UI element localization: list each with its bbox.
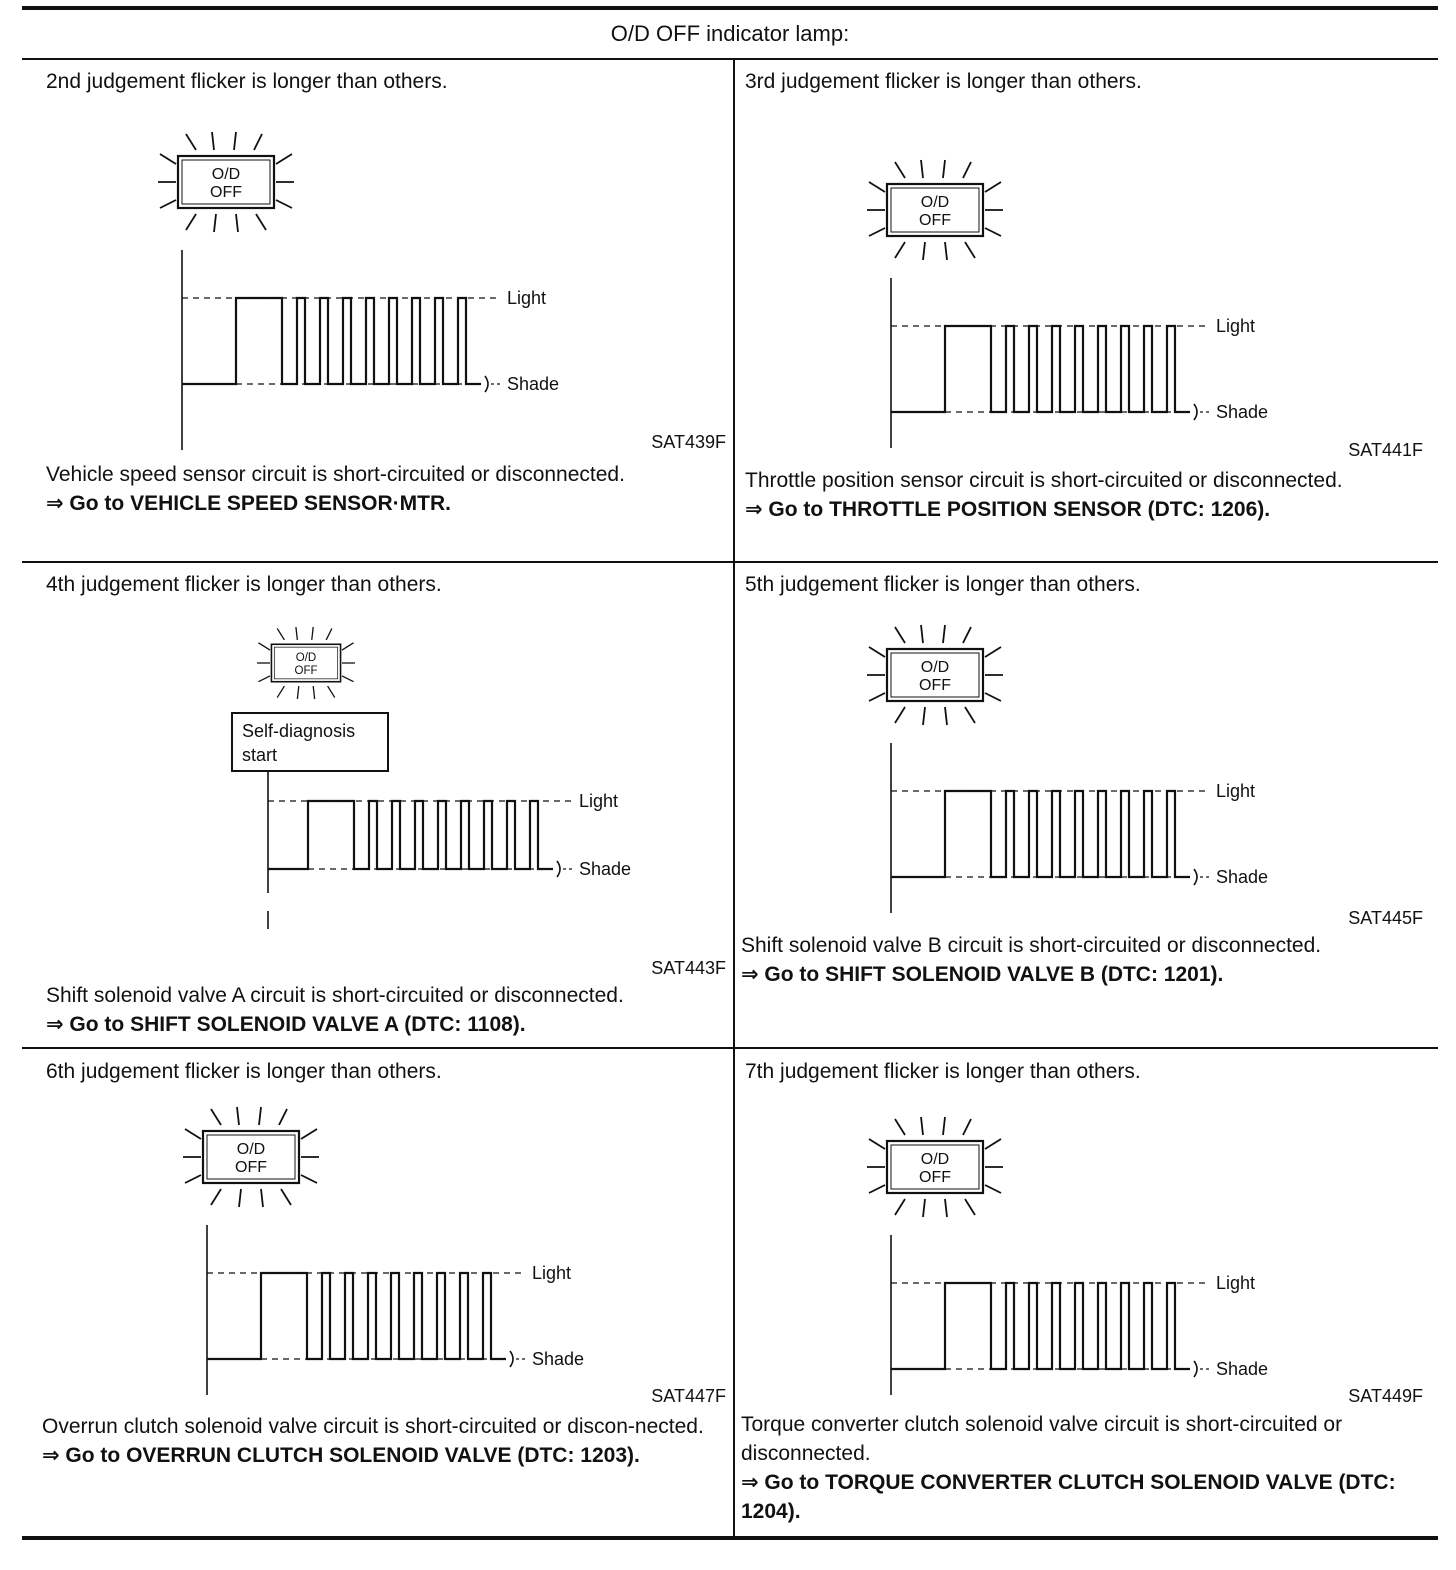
- lamp-ray: [279, 1109, 287, 1125]
- lamp-ray: [281, 1189, 291, 1205]
- cell-description: [745, 466, 1435, 524]
- figure-code: SAT447F: [651, 1386, 726, 1406]
- lamp-ray: [186, 134, 196, 150]
- lamp-ray: [869, 1139, 885, 1149]
- lamp-ray: [943, 160, 945, 178]
- table-header: [22, 12, 1438, 56]
- lamp-ray: [985, 182, 1001, 192]
- flicker-diagram-svg: [865, 623, 1385, 923]
- header-rule: [22, 58, 1438, 60]
- flicker-waveform: [891, 1283, 1190, 1369]
- shade-brace: [1194, 404, 1197, 420]
- top-rule: [22, 6, 1438, 10]
- od-off-lamp-icon: [183, 1107, 319, 1207]
- shade-label: Shade: [1216, 1359, 1269, 1379]
- diagnosis-cell-7th: [741, 1060, 1425, 1532]
- flicker-diagram-svg: [865, 1115, 1385, 1405]
- goto-link-text: ⇒ Go to THROTTLE POSITION SENSOR (DTC: 1206).: [745, 498, 1271, 521]
- goto-link-text: ⇒ Go to SHIFT SOLENOID VALVE B (DTC: 1201).: [741, 963, 1224, 986]
- cell-heading: 3rd judgement flicker is longer than others.: [745, 70, 1142, 93]
- lamp-ray: [301, 1129, 317, 1139]
- lamp-ray: [869, 228, 885, 236]
- lamp-ray: [186, 214, 196, 230]
- light-label: Light: [579, 791, 619, 811]
- lamp-ray: [259, 1107, 261, 1125]
- lamp-ray: [239, 1189, 241, 1207]
- goto-link-text: ⇒ Go to VEHICLE SPEED SENSOR·MTR.: [46, 492, 451, 515]
- row2-rule: [22, 1047, 1438, 1049]
- shade-brace: [1194, 1361, 1197, 1377]
- flicker-waveform: [182, 298, 481, 384]
- lamp-ray: [963, 162, 971, 178]
- lamp-label-line2: OFF: [919, 212, 951, 229]
- lamp-ray: [895, 627, 905, 643]
- od-off-lamp-icon: [867, 160, 1003, 260]
- lamp-label-line2: OFF: [919, 677, 951, 694]
- cell-heading: 5th judgement flicker is longer than others.: [745, 573, 1141, 596]
- goto-link-text: ⇒ Go to SHIFT SOLENOID VALVE A (DTC: 1108).: [46, 1013, 526, 1036]
- shade-brace: [557, 861, 560, 877]
- lamp-label-line1: O/D: [211, 166, 241, 183]
- diagnosis-cell-4th: [46, 573, 726, 1043]
- od-off-lamp-icon: [257, 627, 355, 699]
- lamp-ray: [895, 1119, 905, 1135]
- lamp-ray: [258, 643, 270, 650]
- self-diagnosis-label: Self-diagnosis: [242, 721, 356, 741]
- cell-description: [741, 1410, 1431, 1526]
- lamp-ray: [261, 1189, 263, 1207]
- cell-description: [46, 460, 726, 518]
- header-title: O/D OFF indicator lamp:: [610, 21, 850, 46]
- lamp-ray: [869, 182, 885, 192]
- od-off-lamp-icon: [867, 1117, 1003, 1217]
- shade-label: Shade: [1216, 867, 1269, 887]
- lamp-ray: [921, 1117, 923, 1135]
- lamp-ray: [297, 686, 298, 699]
- diagnosis-cell-3rd: [745, 70, 1425, 555]
- shade-label: Shade: [532, 1349, 585, 1369]
- flicker-diagram-svg: [156, 130, 676, 460]
- figure-code: SAT441F: [1348, 440, 1423, 460]
- lamp-ray: [256, 214, 266, 230]
- lamp-ray: [342, 643, 354, 650]
- cell-heading: 2nd judgement flicker is longer than others.: [46, 70, 448, 93]
- flicker-diagram: [865, 158, 1385, 458]
- lamp-ray: [160, 200, 176, 208]
- light-label: Light: [507, 288, 547, 308]
- fault-description: Overrun clutch solenoid valve circuit is short-circuited or discon-nected.: [42, 1415, 704, 1438]
- lamp-ray: [963, 627, 971, 643]
- fault-description: Shift solenoid valve A circuit is short-circuited or disconnected.: [46, 984, 624, 1007]
- cell-description: [46, 981, 726, 1039]
- light-label: Light: [1216, 781, 1256, 801]
- figure-code: SAT443F: [651, 958, 726, 978]
- light-label: Light: [532, 1263, 572, 1283]
- self-diagnosis-start-box: [232, 713, 388, 771]
- bottom-rule: [22, 1536, 1438, 1540]
- lamp-ray: [965, 1199, 975, 1215]
- shade-label: Shade: [1216, 402, 1269, 422]
- lamp-ray: [211, 1189, 221, 1205]
- goto-link-text: ⇒ Go to OVERRUN CLUTCH SOLENOID VALVE (DTC: 1203).: [42, 1444, 640, 1467]
- cell-heading: 4th judgement flicker is longer than others.: [46, 573, 442, 596]
- flicker-diagram-svg: [865, 158, 1385, 458]
- diagnosis-cell-2nd: [46, 70, 726, 555]
- self-diagnosis-label: start: [242, 745, 278, 765]
- flicker-diagram: [226, 633, 632, 933]
- figure-code: SAT449F: [1348, 1386, 1423, 1406]
- lamp-ray: [895, 707, 905, 723]
- lamp-ray: [301, 1175, 317, 1183]
- flicker-diagram: [181, 1105, 701, 1405]
- lamp-ray: [185, 1175, 201, 1183]
- lamp-ray: [923, 707, 925, 725]
- lamp-ray: [985, 228, 1001, 236]
- lamp-ray: [945, 707, 947, 725]
- lamp-ray: [985, 1139, 1001, 1149]
- cell-heading: 6th judgement flicker is longer than others.: [46, 1060, 442, 1083]
- lamp-ray: [869, 1185, 885, 1193]
- lamp-ray: [985, 1185, 1001, 1193]
- lamp-ray: [276, 154, 292, 164]
- lamp-ray: [236, 214, 238, 232]
- lamp-label-line2: OFF: [919, 1169, 951, 1186]
- flicker-diagram-svg: [181, 1105, 701, 1405]
- od-off-lamp-icon: [158, 132, 294, 232]
- lamp-label-line1: O/D: [920, 194, 950, 211]
- lamp-ray: [185, 1129, 201, 1139]
- diagnosis-cell-6th: [42, 1060, 726, 1532]
- lamp-ray: [258, 676, 270, 682]
- flicker-diagram-svg: [226, 633, 632, 933]
- lamp-label-line1: O/D: [236, 1141, 266, 1158]
- lamp-label-line2: OFF: [210, 184, 242, 201]
- light-label: Light: [1216, 316, 1256, 336]
- fault-description: Shift solenoid valve B circuit is short-circuited or disconnected.: [741, 934, 1322, 957]
- lamp-ray: [296, 627, 297, 640]
- lamp-ray: [342, 676, 354, 682]
- lamp-label-line1: O/D: [920, 659, 950, 676]
- shade-label: Shade: [507, 374, 560, 394]
- lamp-ray: [921, 160, 923, 178]
- cell-description: [741, 931, 1431, 989]
- cell-heading: 7th judgement flicker is longer than others.: [745, 1060, 1141, 1083]
- lamp-ray: [945, 242, 947, 260]
- row1-rule: [22, 561, 1438, 563]
- lamp-ray: [313, 686, 314, 699]
- lamp-ray: [923, 1199, 925, 1217]
- lamp-ray: [277, 628, 284, 640]
- lamp-ray: [943, 625, 945, 643]
- lamp-ray: [985, 647, 1001, 657]
- shade-label: Shade: [579, 859, 632, 879]
- fault-description: Vehicle speed sensor circuit is short-circuited or disconnected.: [46, 463, 625, 486]
- shade-brace: [1194, 869, 1197, 885]
- flicker-waveform: [891, 326, 1190, 412]
- lamp-ray: [895, 1199, 905, 1215]
- lamp-label-line1: O/D: [295, 651, 317, 664]
- lamp-ray: [212, 132, 214, 150]
- lamp-ray: [254, 134, 262, 150]
- lamp-ray: [963, 1119, 971, 1135]
- fault-description: Throttle position sensor circuit is short-circuited or disconnected.: [745, 469, 1343, 492]
- lamp-ray: [943, 1117, 945, 1135]
- goto-link-text: ⇒ Go to TORQUE CONVERTER CLUTCH SOLENOID VALVE (DTC: 1204).: [741, 1471, 1396, 1523]
- lamp-ray: [895, 162, 905, 178]
- lamp-ray: [328, 686, 335, 698]
- lamp-ray: [895, 242, 905, 258]
- lamp-label-line1: O/D: [920, 1151, 950, 1168]
- lamp-ray: [326, 628, 332, 640]
- lamp-ray: [211, 1109, 221, 1125]
- lamp-label-line2: OFF: [294, 664, 318, 677]
- lamp-ray: [276, 200, 292, 208]
- od-off-lamp-icon: [867, 625, 1003, 725]
- lamp-ray: [923, 242, 925, 260]
- lamp-ray: [869, 647, 885, 657]
- lamp-ray: [312, 627, 313, 640]
- lamp-ray: [234, 132, 236, 150]
- lamp-ray: [985, 693, 1001, 701]
- flicker-waveform: [207, 1273, 506, 1359]
- fault-description: Torque converter clutch solenoid valve circuit is short-circuited or disconnected.: [741, 1413, 1343, 1465]
- lamp-ray: [277, 686, 284, 698]
- diagnosis-cell-5th: [741, 573, 1425, 1043]
- lamp-ray: [965, 242, 975, 258]
- cell-description: [42, 1412, 732, 1470]
- lamp-label-line2: OFF: [235, 1159, 267, 1176]
- column-divider: [733, 58, 735, 1538]
- light-label: Light: [1216, 1273, 1256, 1293]
- flicker-diagram: [865, 623, 1385, 923]
- shade-brace: [485, 376, 488, 392]
- lamp-ray: [237, 1107, 239, 1125]
- lamp-ray: [945, 1199, 947, 1217]
- flicker-waveform: [268, 801, 553, 869]
- lamp-ray: [921, 625, 923, 643]
- lamp-ray: [214, 214, 216, 232]
- flicker-diagram: [156, 130, 676, 460]
- figure-code: SAT445F: [1348, 908, 1423, 928]
- flicker-diagram: [865, 1115, 1385, 1405]
- shade-brace: [510, 1351, 513, 1367]
- lamp-ray: [869, 693, 885, 701]
- flicker-waveform: [891, 791, 1190, 877]
- lamp-ray: [160, 154, 176, 164]
- lamp-ray: [965, 707, 975, 723]
- figure-code: SAT439F: [651, 432, 726, 452]
